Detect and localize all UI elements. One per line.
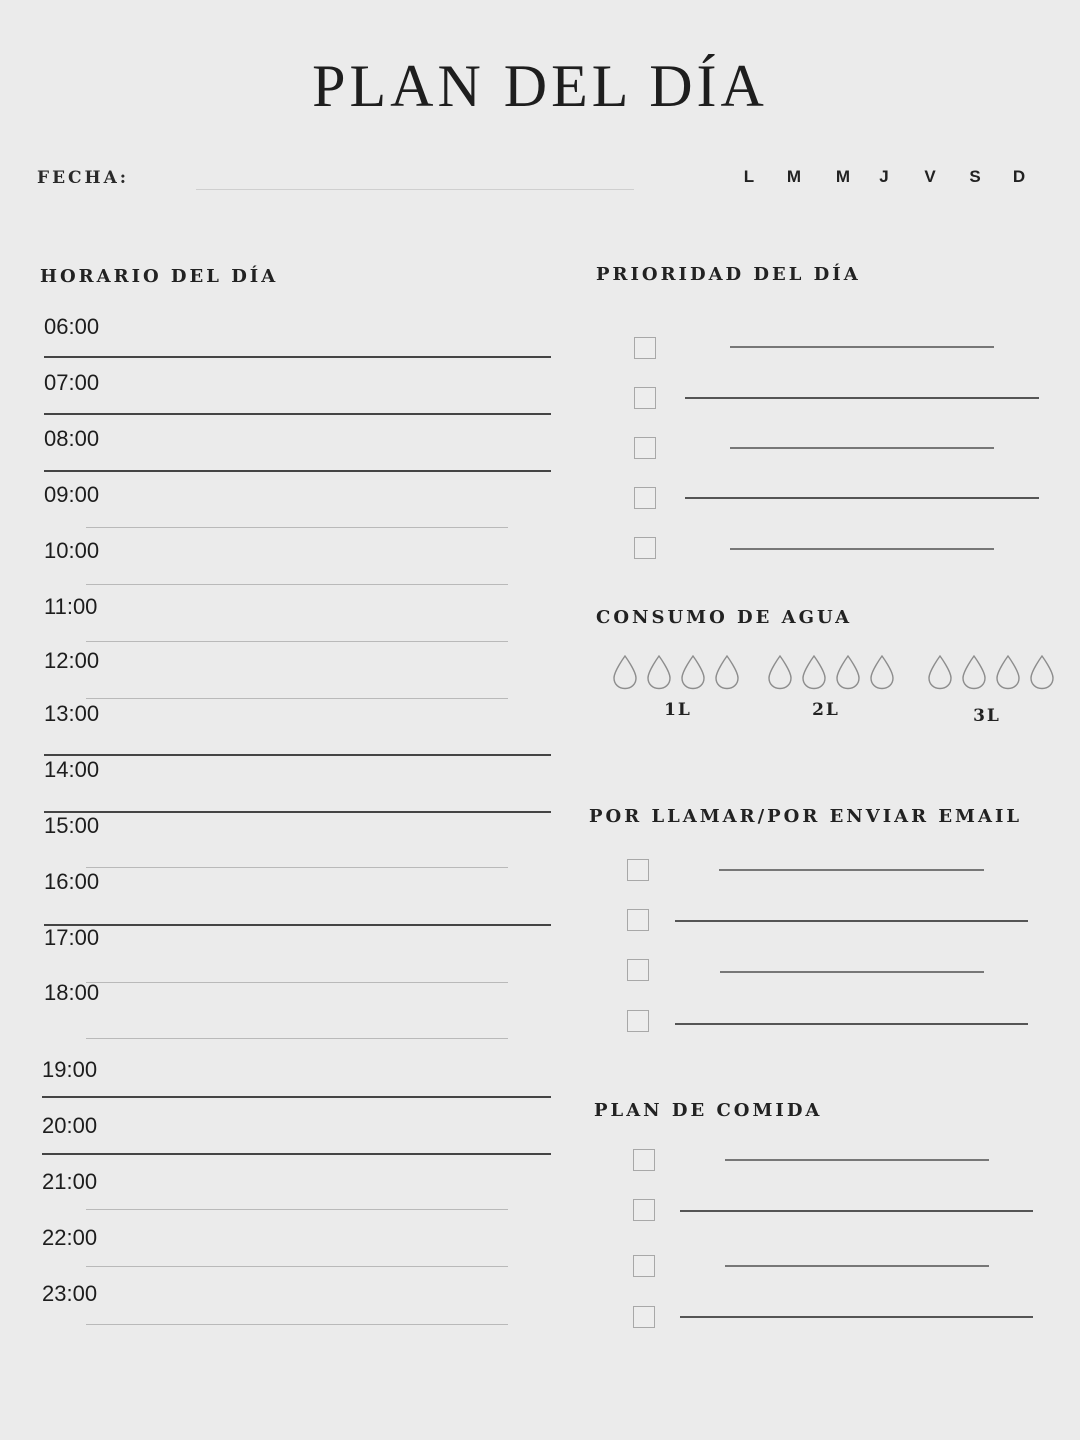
water-drop-icon[interactable]	[801, 654, 827, 690]
hour-line[interactable]	[44, 356, 551, 358]
hour-label: 15:00	[44, 813, 100, 838]
call-checkbox[interactable]	[627, 909, 649, 931]
water-label-2l: 2L	[812, 700, 840, 720]
water-drop-icon[interactable]	[714, 654, 740, 690]
hour-line[interactable]	[86, 867, 508, 868]
hour-line[interactable]	[86, 1266, 508, 1267]
meal-line[interactable]	[680, 1210, 1033, 1212]
priority-checkbox[interactable]	[634, 487, 656, 509]
water-drop-icon[interactable]	[995, 654, 1021, 690]
priority-checkbox[interactable]	[634, 437, 656, 459]
priority-line[interactable]	[685, 397, 1039, 399]
call-checkbox[interactable]	[627, 1010, 649, 1032]
calls-title: POR LLAMAR/POR ENVIAR EMAIL	[589, 806, 1023, 827]
water-label-3l: 3L	[973, 706, 1001, 726]
hour-line[interactable]	[44, 413, 551, 415]
hour-label: 13:00	[44, 701, 100, 726]
water-title: CONSUMO DE AGUA	[596, 607, 853, 628]
priority-line[interactable]	[730, 346, 994, 348]
hour-label: 14:00	[44, 757, 100, 782]
hour-label: 23:00	[42, 1281, 98, 1306]
hour-label: 19:00	[42, 1057, 98, 1082]
water-drop-icon[interactable]	[767, 654, 793, 690]
hour-line[interactable]	[86, 1324, 508, 1325]
hour-label: 20:00	[42, 1113, 98, 1138]
water-drop-icon[interactable]	[612, 654, 638, 690]
date-field[interactable]	[196, 189, 634, 190]
call-line[interactable]	[675, 920, 1028, 922]
priority-line[interactable]	[730, 447, 994, 449]
priority-checkbox[interactable]	[634, 387, 656, 409]
call-line[interactable]	[675, 1023, 1028, 1025]
weekday-monday[interactable]: L	[743, 167, 755, 186]
meal-line[interactable]	[725, 1159, 989, 1161]
water-drop-icon[interactable]	[646, 654, 672, 690]
priority-checkbox[interactable]	[634, 537, 656, 559]
hour-line[interactable]	[86, 698, 508, 699]
water-drop-icon[interactable]	[680, 654, 706, 690]
priority-line[interactable]	[730, 548, 994, 550]
hour-label: 12:00	[44, 648, 100, 673]
hour-line[interactable]	[86, 982, 508, 983]
hour-label: 06:00	[44, 314, 100, 339]
weekday-sunday[interactable]: D	[1012, 167, 1026, 186]
weekday-tuesday[interactable]: M	[786, 167, 802, 186]
call-line[interactable]	[720, 971, 984, 973]
hour-line[interactable]	[44, 811, 551, 813]
hour-line[interactable]	[86, 584, 508, 585]
priority-title: PRIORIDAD DEL DÍA	[596, 264, 861, 285]
hour-label: 17:00	[44, 925, 100, 950]
hour-line[interactable]	[44, 924, 551, 926]
call-checkbox[interactable]	[627, 959, 649, 981]
meal-checkbox[interactable]	[633, 1149, 655, 1171]
hour-line[interactable]	[86, 1209, 508, 1210]
hour-line[interactable]	[42, 1096, 551, 1098]
priority-checkbox[interactable]	[634, 337, 656, 359]
hour-label: 11:00	[44, 594, 98, 619]
meals-title: PLAN DE COMIDA	[594, 1100, 823, 1121]
date-label: FECHA:	[37, 168, 130, 188]
hour-label: 10:00	[44, 538, 100, 563]
water-drop-icon[interactable]	[1029, 654, 1055, 690]
hour-label: 18:00	[44, 980, 100, 1005]
water-drop-icon[interactable]	[927, 654, 953, 690]
hour-label: 07:00	[44, 370, 100, 395]
hour-line[interactable]	[86, 641, 508, 642]
priority-line[interactable]	[685, 497, 1039, 499]
hour-label: 09:00	[44, 482, 100, 507]
meal-line[interactable]	[680, 1316, 1033, 1318]
water-label-1l: 1L	[664, 700, 692, 720]
hour-label: 16:00	[44, 869, 100, 894]
weekday-saturday[interactable]: S	[969, 167, 981, 186]
hour-line[interactable]	[44, 470, 551, 472]
hour-label: 21:00	[42, 1169, 98, 1194]
weekday-thursday[interactable]: J	[879, 167, 889, 186]
hour-label: 08:00	[44, 426, 100, 451]
weekday-friday[interactable]: V	[924, 167, 936, 186]
schedule-title: HORARIO DEL DÍA	[40, 266, 279, 287]
meal-checkbox[interactable]	[633, 1199, 655, 1221]
hour-line[interactable]	[44, 754, 551, 756]
weekday-wednesday[interactable]: M	[835, 167, 851, 186]
hour-line[interactable]	[86, 527, 508, 528]
page-title: PLAN DEL DÍA	[312, 53, 768, 119]
weekday-selector	[735, 167, 1035, 191]
call-line[interactable]	[719, 869, 984, 871]
meal-checkbox[interactable]	[633, 1255, 655, 1277]
hour-line[interactable]	[86, 1038, 508, 1039]
hour-label: 22:00	[42, 1225, 98, 1250]
meal-line[interactable]	[725, 1265, 989, 1267]
water-drop-icon[interactable]	[869, 654, 895, 690]
meal-checkbox[interactable]	[633, 1306, 655, 1328]
water-drop-icon[interactable]	[961, 654, 987, 690]
hour-line[interactable]	[42, 1153, 551, 1155]
water-drop-icon[interactable]	[835, 654, 861, 690]
call-checkbox[interactable]	[627, 859, 649, 881]
